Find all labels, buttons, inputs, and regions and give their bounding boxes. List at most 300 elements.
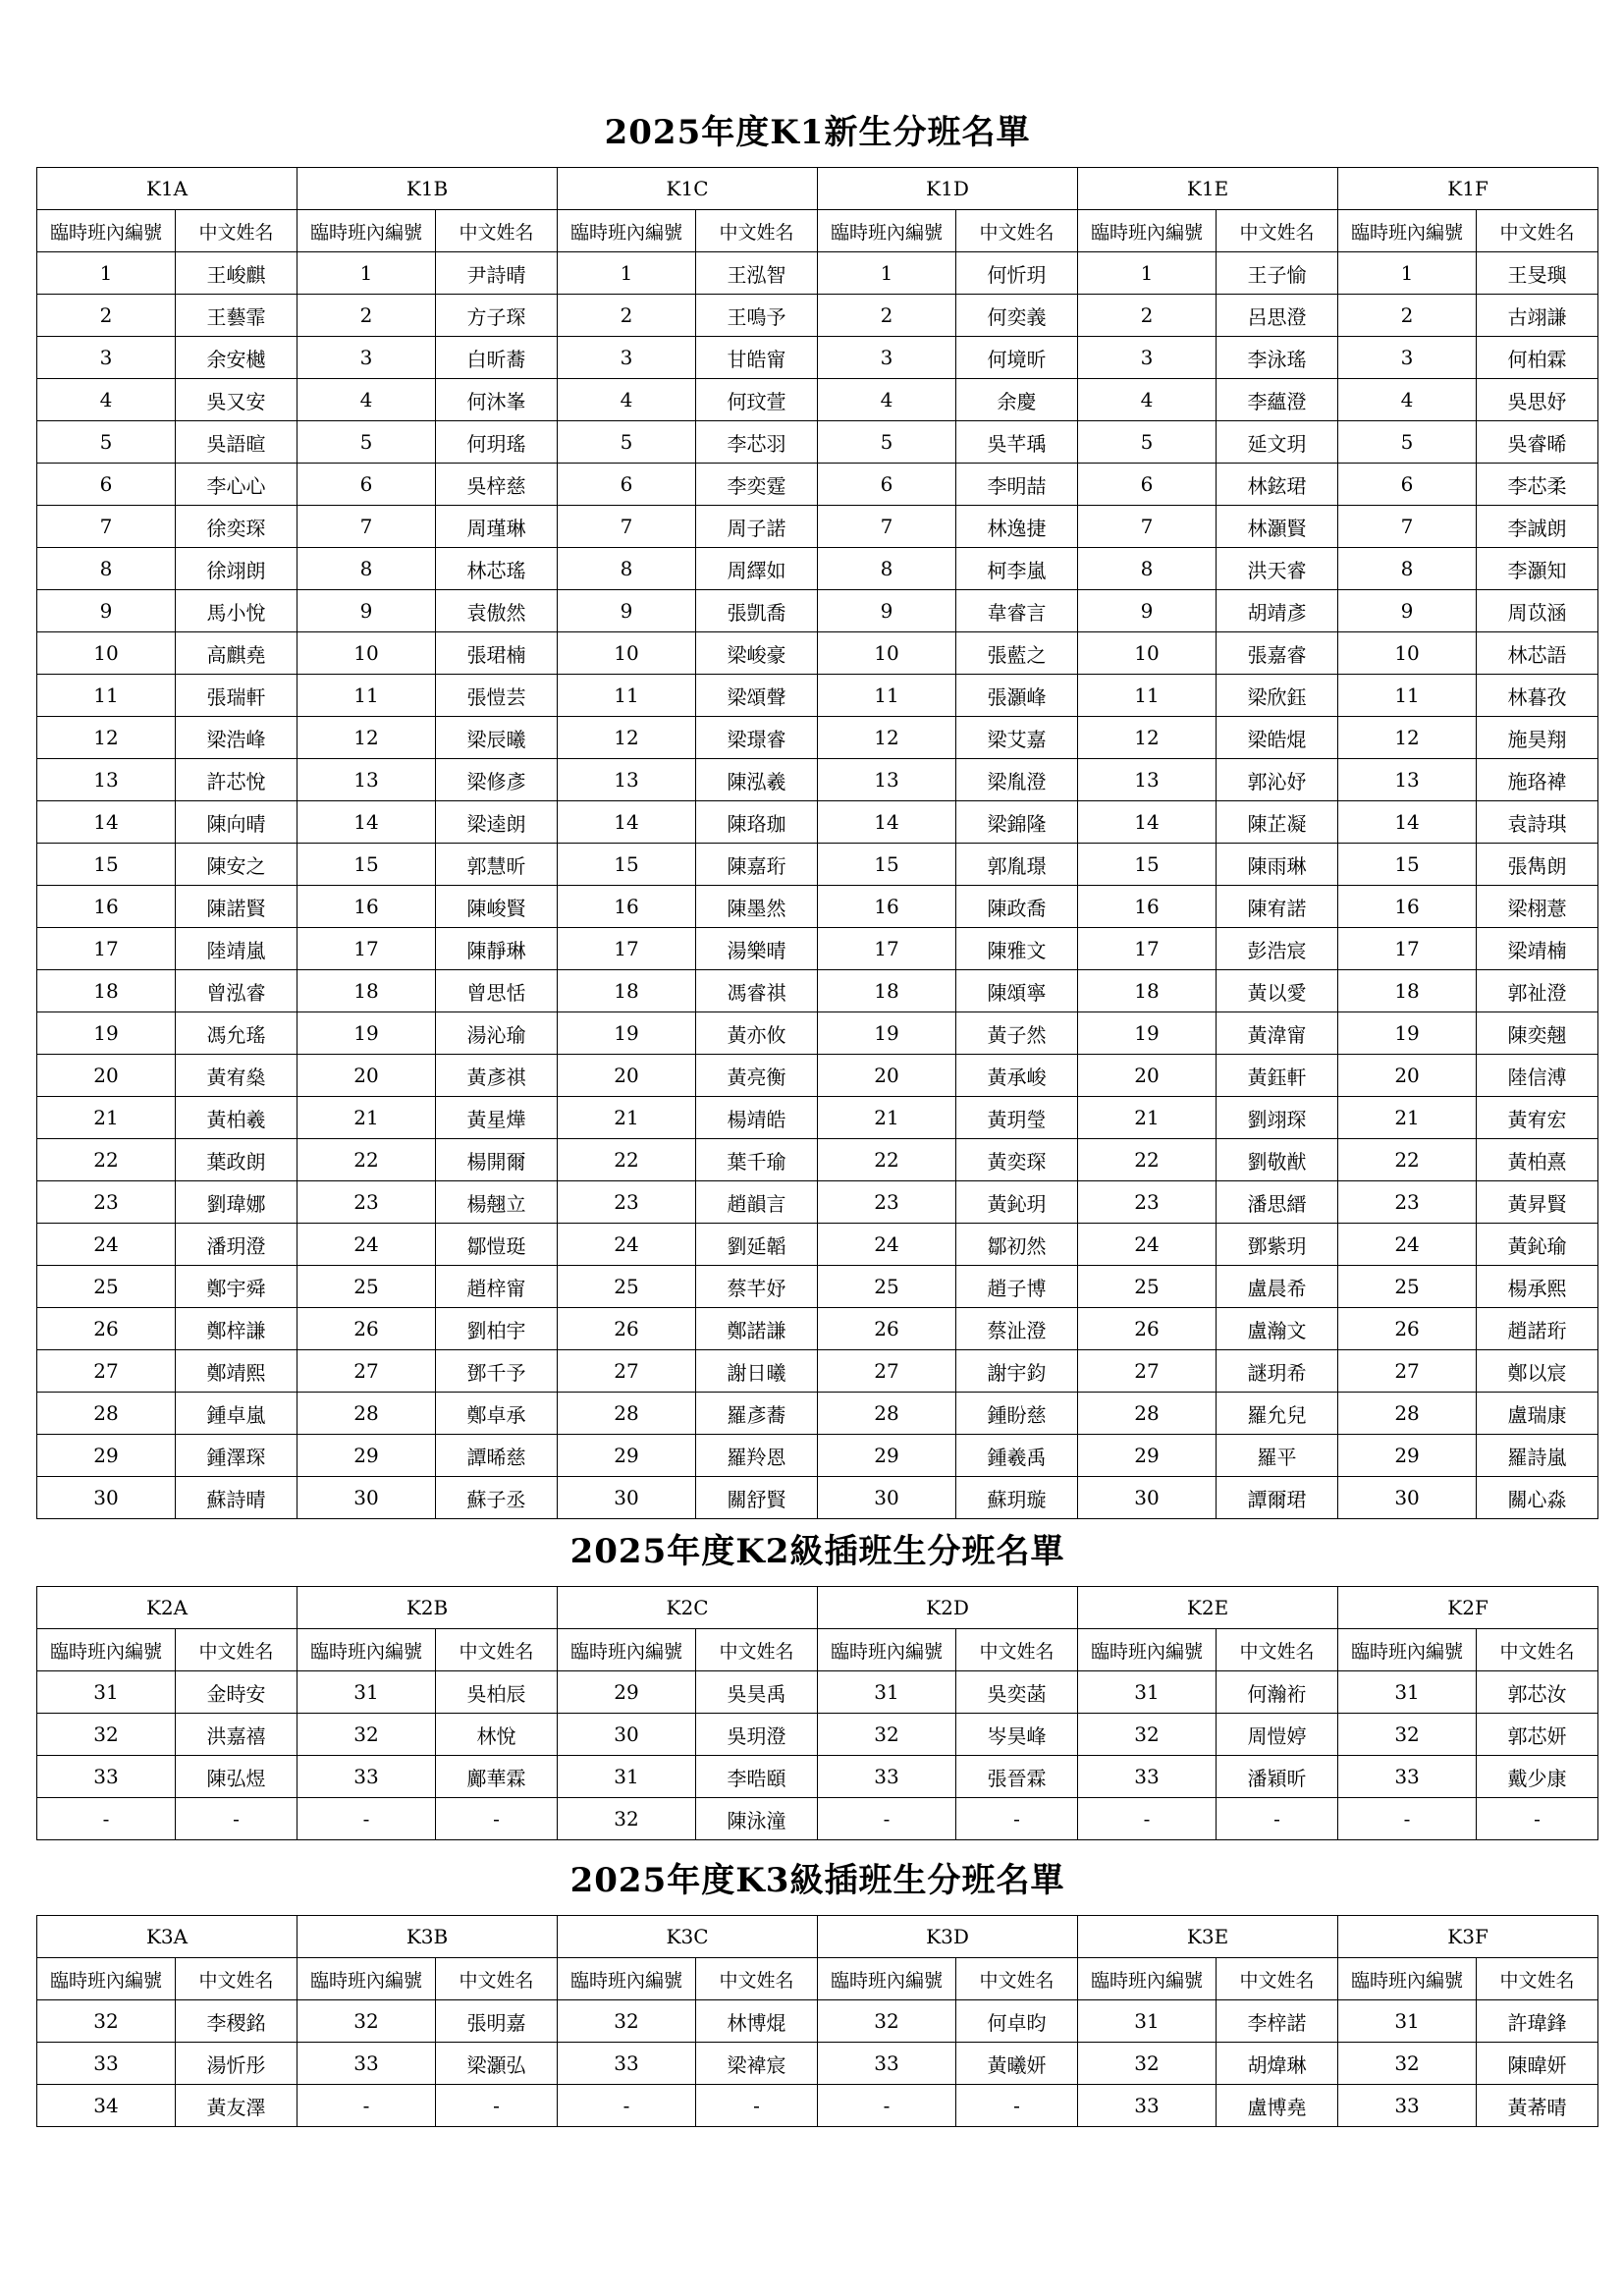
student-number: 6 [1078,464,1217,506]
class-roster-table [36,167,1598,1519]
student-name: 鍾盼慈 [956,1393,1078,1435]
student-name: 陳芷凝 [1217,801,1338,844]
student-name: 張凱喬 [696,590,818,632]
student-name: 白昕蕎 [436,337,558,379]
student-name: 鄧千予 [436,1350,558,1393]
student-number: 13 [1078,759,1217,801]
student-name: 吳玥澄 [696,1714,818,1756]
student-name: 吳柏辰 [436,1671,558,1714]
student-name: 張明嘉 [436,2000,558,2043]
student-name: 楊開爾 [436,1139,558,1181]
table-row [37,1756,1598,1798]
student-name: 梁頌聲 [696,675,818,717]
student-number: 23 [558,1181,696,1224]
student-name: 湯沁瑜 [436,1012,558,1055]
section-title: 2025年度K1新生分班名單 [604,113,1031,152]
student-name: 彭浩宸 [1217,928,1338,970]
student-number: 33 [1078,2085,1217,2127]
student-name: 盧博堯 [1217,2085,1338,2127]
table-row [37,632,1598,675]
student-number: 17 [298,928,436,970]
student-name: 施昊翔 [1477,717,1598,759]
student-number: 33 [818,1756,956,1798]
student-name: 何卓昀 [956,2000,1078,2043]
student-number: 6 [37,464,176,506]
student-number: 14 [298,801,436,844]
table-row [37,2085,1598,2127]
student-number: 18 [1078,970,1217,1012]
column-header-number: 臨時班內編號 [1078,1629,1217,1671]
student-number: 29 [1078,1435,1217,1477]
table-row [37,1308,1598,1350]
student-number: 17 [1078,928,1217,970]
column-header-name: 中文姓名 [1217,1629,1338,1671]
student-name: 許瑋鋒 [1477,2000,1598,2043]
student-name: 吳又安 [176,379,298,421]
table-row [37,1181,1598,1224]
student-number: 4 [558,379,696,421]
student-name: 何玟萱 [696,379,818,421]
class-roster-table [36,1915,1598,2127]
student-number: 12 [1338,717,1477,759]
student-name: 林芯瑤 [436,548,558,590]
student-name: 吳昊禹 [696,1671,818,1714]
student-name: 楊承熙 [1477,1266,1598,1308]
student-name: 黃湋甯 [1217,1012,1338,1055]
column-header-name: 中文姓名 [436,210,558,252]
student-number: - [37,1798,176,1840]
student-name: 方子琛 [436,295,558,337]
column-header-number: 臨時班內編號 [298,1629,436,1671]
student-name: 林暮孜 [1477,675,1598,717]
student-number: 22 [818,1139,956,1181]
student-name: 林逸捷 [956,506,1078,548]
student-number: 8 [298,548,436,590]
column-header-name: 中文姓名 [1217,210,1338,252]
column-header-name: 中文姓名 [1477,1958,1598,2000]
student-name: 譚爾珺 [1217,1477,1338,1519]
column-header-number: 臨時班內編號 [558,1629,696,1671]
student-number: 12 [298,717,436,759]
student-number: 3 [37,337,176,379]
student-number: 9 [818,590,956,632]
student-number: 25 [818,1266,956,1308]
column-header-number: 臨時班內編號 [37,1958,176,2000]
student-number: 32 [1078,1714,1217,1756]
student-name: 余安樾 [176,337,298,379]
student-name: 張愷芸 [436,675,558,717]
student-number: 7 [818,506,956,548]
student-number: 20 [1338,1055,1477,1097]
student-number: 21 [1078,1097,1217,1139]
student-number: 31 [1078,1671,1217,1714]
student-name: 袁詩琪 [1477,801,1598,844]
student-number: 27 [1078,1350,1217,1393]
student-name: 黃宥燊 [176,1055,298,1097]
student-number: 31 [1338,2000,1477,2043]
student-name: 盧瀚文 [1217,1308,1338,1350]
student-name: 李奕霆 [696,464,818,506]
student-name: 王旻璵 [1477,252,1598,295]
student-number: 2 [37,295,176,337]
column-header-number: 臨時班內編號 [1338,1629,1477,1671]
student-number: 13 [558,759,696,801]
student-number: 17 [818,928,956,970]
student-number: 4 [37,379,176,421]
class-header-row [37,1916,1598,1958]
student-number: 33 [1078,1756,1217,1798]
student-name: 鄧紫玥 [1217,1224,1338,1266]
student-name: 王子愉 [1217,252,1338,295]
student-name: 李灝知 [1477,548,1598,590]
student-number: 13 [1338,759,1477,801]
student-number: 14 [818,801,956,844]
student-number: 33 [1338,2085,1477,2127]
student-number: 26 [558,1308,696,1350]
student-number: 28 [298,1393,436,1435]
student-name: 李蘊澄 [1217,379,1338,421]
student-name: 鄭諾謙 [696,1308,818,1350]
student-number: 22 [1338,1139,1477,1181]
student-number: 15 [37,844,176,886]
student-number: 5 [37,421,176,464]
student-name: 陳頌寧 [956,970,1078,1012]
student-name: 趙諾珩 [1477,1308,1598,1350]
student-name: 鄒愷珽 [436,1224,558,1266]
table-row [37,252,1598,295]
table-row [37,928,1598,970]
student-number: 29 [1338,1435,1477,1477]
student-number: 2 [298,295,436,337]
student-name: 李晧頤 [696,1756,818,1798]
student-number: 33 [37,2043,176,2085]
student-name: 施珞褘 [1477,759,1598,801]
student-number: 7 [37,506,176,548]
student-number: 21 [1338,1097,1477,1139]
student-number: 9 [558,590,696,632]
student-number: 20 [818,1055,956,1097]
student-number: 19 [558,1012,696,1055]
student-number: 32 [37,2000,176,2043]
student-number: 28 [1338,1393,1477,1435]
student-name: 關心淼 [1477,1477,1598,1519]
student-number: 7 [558,506,696,548]
student-name: 羅允兒 [1217,1393,1338,1435]
student-number: 6 [1338,464,1477,506]
student-name: 岑昊峰 [956,1714,1078,1756]
student-name: 周苡涵 [1477,590,1598,632]
student-number: 28 [558,1393,696,1435]
student-number: 18 [818,970,956,1012]
student-name: 黃莃晴 [1477,2085,1598,2127]
student-name: 黃亮衡 [696,1055,818,1097]
student-name: 張雋朗 [1477,844,1598,886]
table-row [37,506,1598,548]
student-name: 陳泓羲 [696,759,818,801]
student-number: 5 [1078,421,1217,464]
column-header-number: 臨時班內編號 [818,1629,956,1671]
student-number: 29 [37,1435,176,1477]
class-header-row [37,1587,1598,1629]
student-number: 10 [1338,632,1477,675]
student-number: 25 [37,1266,176,1308]
student-number: 24 [1078,1224,1217,1266]
student-name: 梁灝弘 [436,2043,558,2085]
student-name: 盧晨希 [1217,1266,1338,1308]
student-name: 余慶 [956,379,1078,421]
student-number: 15 [558,844,696,886]
student-number: 18 [37,970,176,1012]
student-number: 19 [298,1012,436,1055]
student-name: 蘇玥璇 [956,1477,1078,1519]
student-name: - [176,1798,298,1840]
student-name: 陳泳潼 [696,1798,818,1840]
student-name: 郭祉澄 [1477,970,1598,1012]
student-name: 袁傲然 [436,590,558,632]
student-number: 22 [558,1139,696,1181]
student-number: 23 [37,1181,176,1224]
student-name: 梁逵朗 [436,801,558,844]
student-name: 羅平 [1217,1435,1338,1477]
student-name: 何玥瑤 [436,421,558,464]
column-header-number: 臨時班內編號 [818,210,956,252]
student-number: 14 [558,801,696,844]
student-name: 古翊謙 [1477,295,1598,337]
student-number: 15 [818,844,956,886]
student-number: 29 [558,1671,696,1714]
student-name: 鍾羲禹 [956,1435,1078,1477]
student-name: 吳語暄 [176,421,298,464]
column-header-name: 中文姓名 [696,1958,818,2000]
student-number: 1 [37,252,176,295]
student-number: 22 [298,1139,436,1181]
student-number: 5 [1338,421,1477,464]
student-name: 趙韻言 [696,1181,818,1224]
student-name: 張晉霖 [956,1756,1078,1798]
student-number: 30 [298,1477,436,1519]
student-name: 尹詩晴 [436,252,558,295]
student-number: 24 [558,1224,696,1266]
student-number: 28 [37,1393,176,1435]
student-name: 黃奕琛 [956,1139,1078,1181]
class-header: K3B [298,1916,558,1958]
table-row [37,717,1598,759]
student-number: 26 [298,1308,436,1350]
student-number: 10 [1078,632,1217,675]
student-number: 10 [37,632,176,675]
student-number: 31 [37,1671,176,1714]
student-number: 27 [37,1350,176,1393]
student-name: 馮允瑤 [176,1012,298,1055]
table-row [37,1097,1598,1139]
student-name: 蘇詩晴 [176,1477,298,1519]
student-number: 4 [1338,379,1477,421]
student-name: 陳珞珈 [696,801,818,844]
student-number: 16 [818,886,956,928]
student-name: 梁靖楠 [1477,928,1598,970]
student-name: 梁辰曦 [436,717,558,759]
column-header-row [37,1958,1598,2000]
student-name: 譚晞慈 [436,1435,558,1477]
student-number: 1 [818,252,956,295]
student-number: 30 [558,1714,696,1756]
student-number: 20 [37,1055,176,1097]
student-name: - [956,1798,1078,1840]
student-name: 陸信溥 [1477,1055,1598,1097]
student-name: 潘玥澄 [176,1224,298,1266]
student-name: 呂思澄 [1217,295,1338,337]
student-number: 19 [818,1012,956,1055]
student-name: 梁峻豪 [696,632,818,675]
class-header: K2D [818,1587,1078,1629]
student-number: 10 [818,632,956,675]
table-row [37,1055,1598,1097]
student-name: 謎玥希 [1217,1350,1338,1393]
student-number: 1 [1078,252,1217,295]
table-row [37,1266,1598,1308]
student-number: 11 [1078,675,1217,717]
student-number: 25 [1338,1266,1477,1308]
student-number: 1 [1338,252,1477,295]
student-number: 4 [818,379,956,421]
student-number: 24 [298,1224,436,1266]
column-header-name: 中文姓名 [1477,210,1598,252]
student-name: 鄭梓謙 [176,1308,298,1350]
student-name: 周繹如 [696,548,818,590]
student-name: - [1477,1798,1598,1840]
student-name: 張灝峰 [956,675,1078,717]
column-header-number: 臨時班內編號 [1078,1958,1217,2000]
student-name: 何忻玥 [956,252,1078,295]
class-header: K1B [298,168,558,210]
student-name: 鄒初然 [956,1224,1078,1266]
student-number: 32 [558,1798,696,1840]
student-name: 葉千瑜 [696,1139,818,1181]
student-number: 3 [1338,337,1477,379]
column-header-name: 中文姓名 [956,1629,1078,1671]
student-number: 26 [1078,1308,1217,1350]
column-header-name: 中文姓名 [436,1958,558,2000]
student-number: 16 [558,886,696,928]
student-name: 黃承峻 [956,1055,1078,1097]
student-name: 鄭靖熙 [176,1350,298,1393]
student-name: 羅彥蕎 [696,1393,818,1435]
student-name: 郭胤璟 [956,844,1078,886]
column-header-name: 中文姓名 [1477,1629,1598,1671]
table-row [37,1139,1598,1181]
student-name: 黃柏熹 [1477,1139,1598,1181]
student-name: 梁皓焜 [1217,717,1338,759]
student-name: 梁欣鈺 [1217,675,1338,717]
student-name: 梁錦隆 [956,801,1078,844]
table-row [37,548,1598,590]
student-number: 13 [818,759,956,801]
student-name: 郭芯妍 [1477,1714,1598,1756]
student-name: 潘穎昕 [1217,1756,1338,1798]
student-number: 25 [558,1266,696,1308]
student-number: 32 [1338,2043,1477,2085]
student-number: 12 [818,717,956,759]
class-roster-table [36,1586,1598,1840]
student-number: 27 [818,1350,956,1393]
student-name: 何沐峯 [436,379,558,421]
class-header-row [37,168,1598,210]
student-name: 周瑾琳 [436,506,558,548]
student-number: 12 [37,717,176,759]
column-header-number: 臨時班內編號 [558,210,696,252]
student-name: 黃亦攸 [696,1012,818,1055]
student-name: 李明喆 [956,464,1078,506]
table-row [37,590,1598,632]
student-name: 郭芯汝 [1477,1671,1598,1714]
student-number: 32 [298,1714,436,1756]
student-name: 何境昕 [956,337,1078,379]
class-header: K2C [558,1587,818,1629]
student-name: 蔡沚澄 [956,1308,1078,1350]
student-name: 胡靖彥 [1217,590,1338,632]
student-number: 18 [558,970,696,1012]
student-name: - [436,2085,558,2127]
student-name: 鄺華霖 [436,1756,558,1798]
student-number: 24 [818,1224,956,1266]
student-number: 15 [1078,844,1217,886]
student-number: 19 [37,1012,176,1055]
section-title: 2025年度K2級插班生分班名單 [569,1532,1065,1571]
class-header: K2A [37,1587,298,1629]
student-number: 10 [558,632,696,675]
student-number: 12 [1078,717,1217,759]
student-name: 梁褘宸 [696,2043,818,2085]
column-header-row [37,1629,1598,1671]
student-number: 8 [818,548,956,590]
student-name: 延文玥 [1217,421,1338,464]
student-name: 林芯語 [1477,632,1598,675]
student-name: 王藝霏 [176,295,298,337]
student-number: 3 [298,337,436,379]
student-number: 33 [558,2043,696,2085]
student-number: 24 [1338,1224,1477,1266]
student-name: 楊靖皓 [696,1097,818,1139]
student-name: 梁艾嘉 [956,717,1078,759]
student-number: 9 [298,590,436,632]
student-name: 李泳瑤 [1217,337,1338,379]
student-name: 鍾卓嵐 [176,1393,298,1435]
student-number: - [818,1798,956,1840]
student-name: 關舒賢 [696,1477,818,1519]
student-number: 23 [1338,1181,1477,1224]
table-row [37,675,1598,717]
student-name: 梁栩薏 [1477,886,1598,928]
student-name: 趙梓甯 [436,1266,558,1308]
student-number: 30 [1338,1477,1477,1519]
student-name: 徐翊朗 [176,548,298,590]
student-number: 3 [1078,337,1217,379]
student-name: 陳政喬 [956,886,1078,928]
table-row [37,1012,1598,1055]
student-name: 陳向晴 [176,801,298,844]
student-name: 陳雨琳 [1217,844,1338,886]
student-number: 11 [818,675,956,717]
column-header-name: 中文姓名 [176,1958,298,2000]
table-row [37,2000,1598,2043]
student-number: 20 [1078,1055,1217,1097]
student-number: 27 [558,1350,696,1393]
table-row [37,759,1598,801]
student-name: 蔡芊妤 [696,1266,818,1308]
student-name: 劉瑋娜 [176,1181,298,1224]
student-name: 黃子然 [956,1012,1078,1055]
student-name: 謝宇鈞 [956,1350,1078,1393]
